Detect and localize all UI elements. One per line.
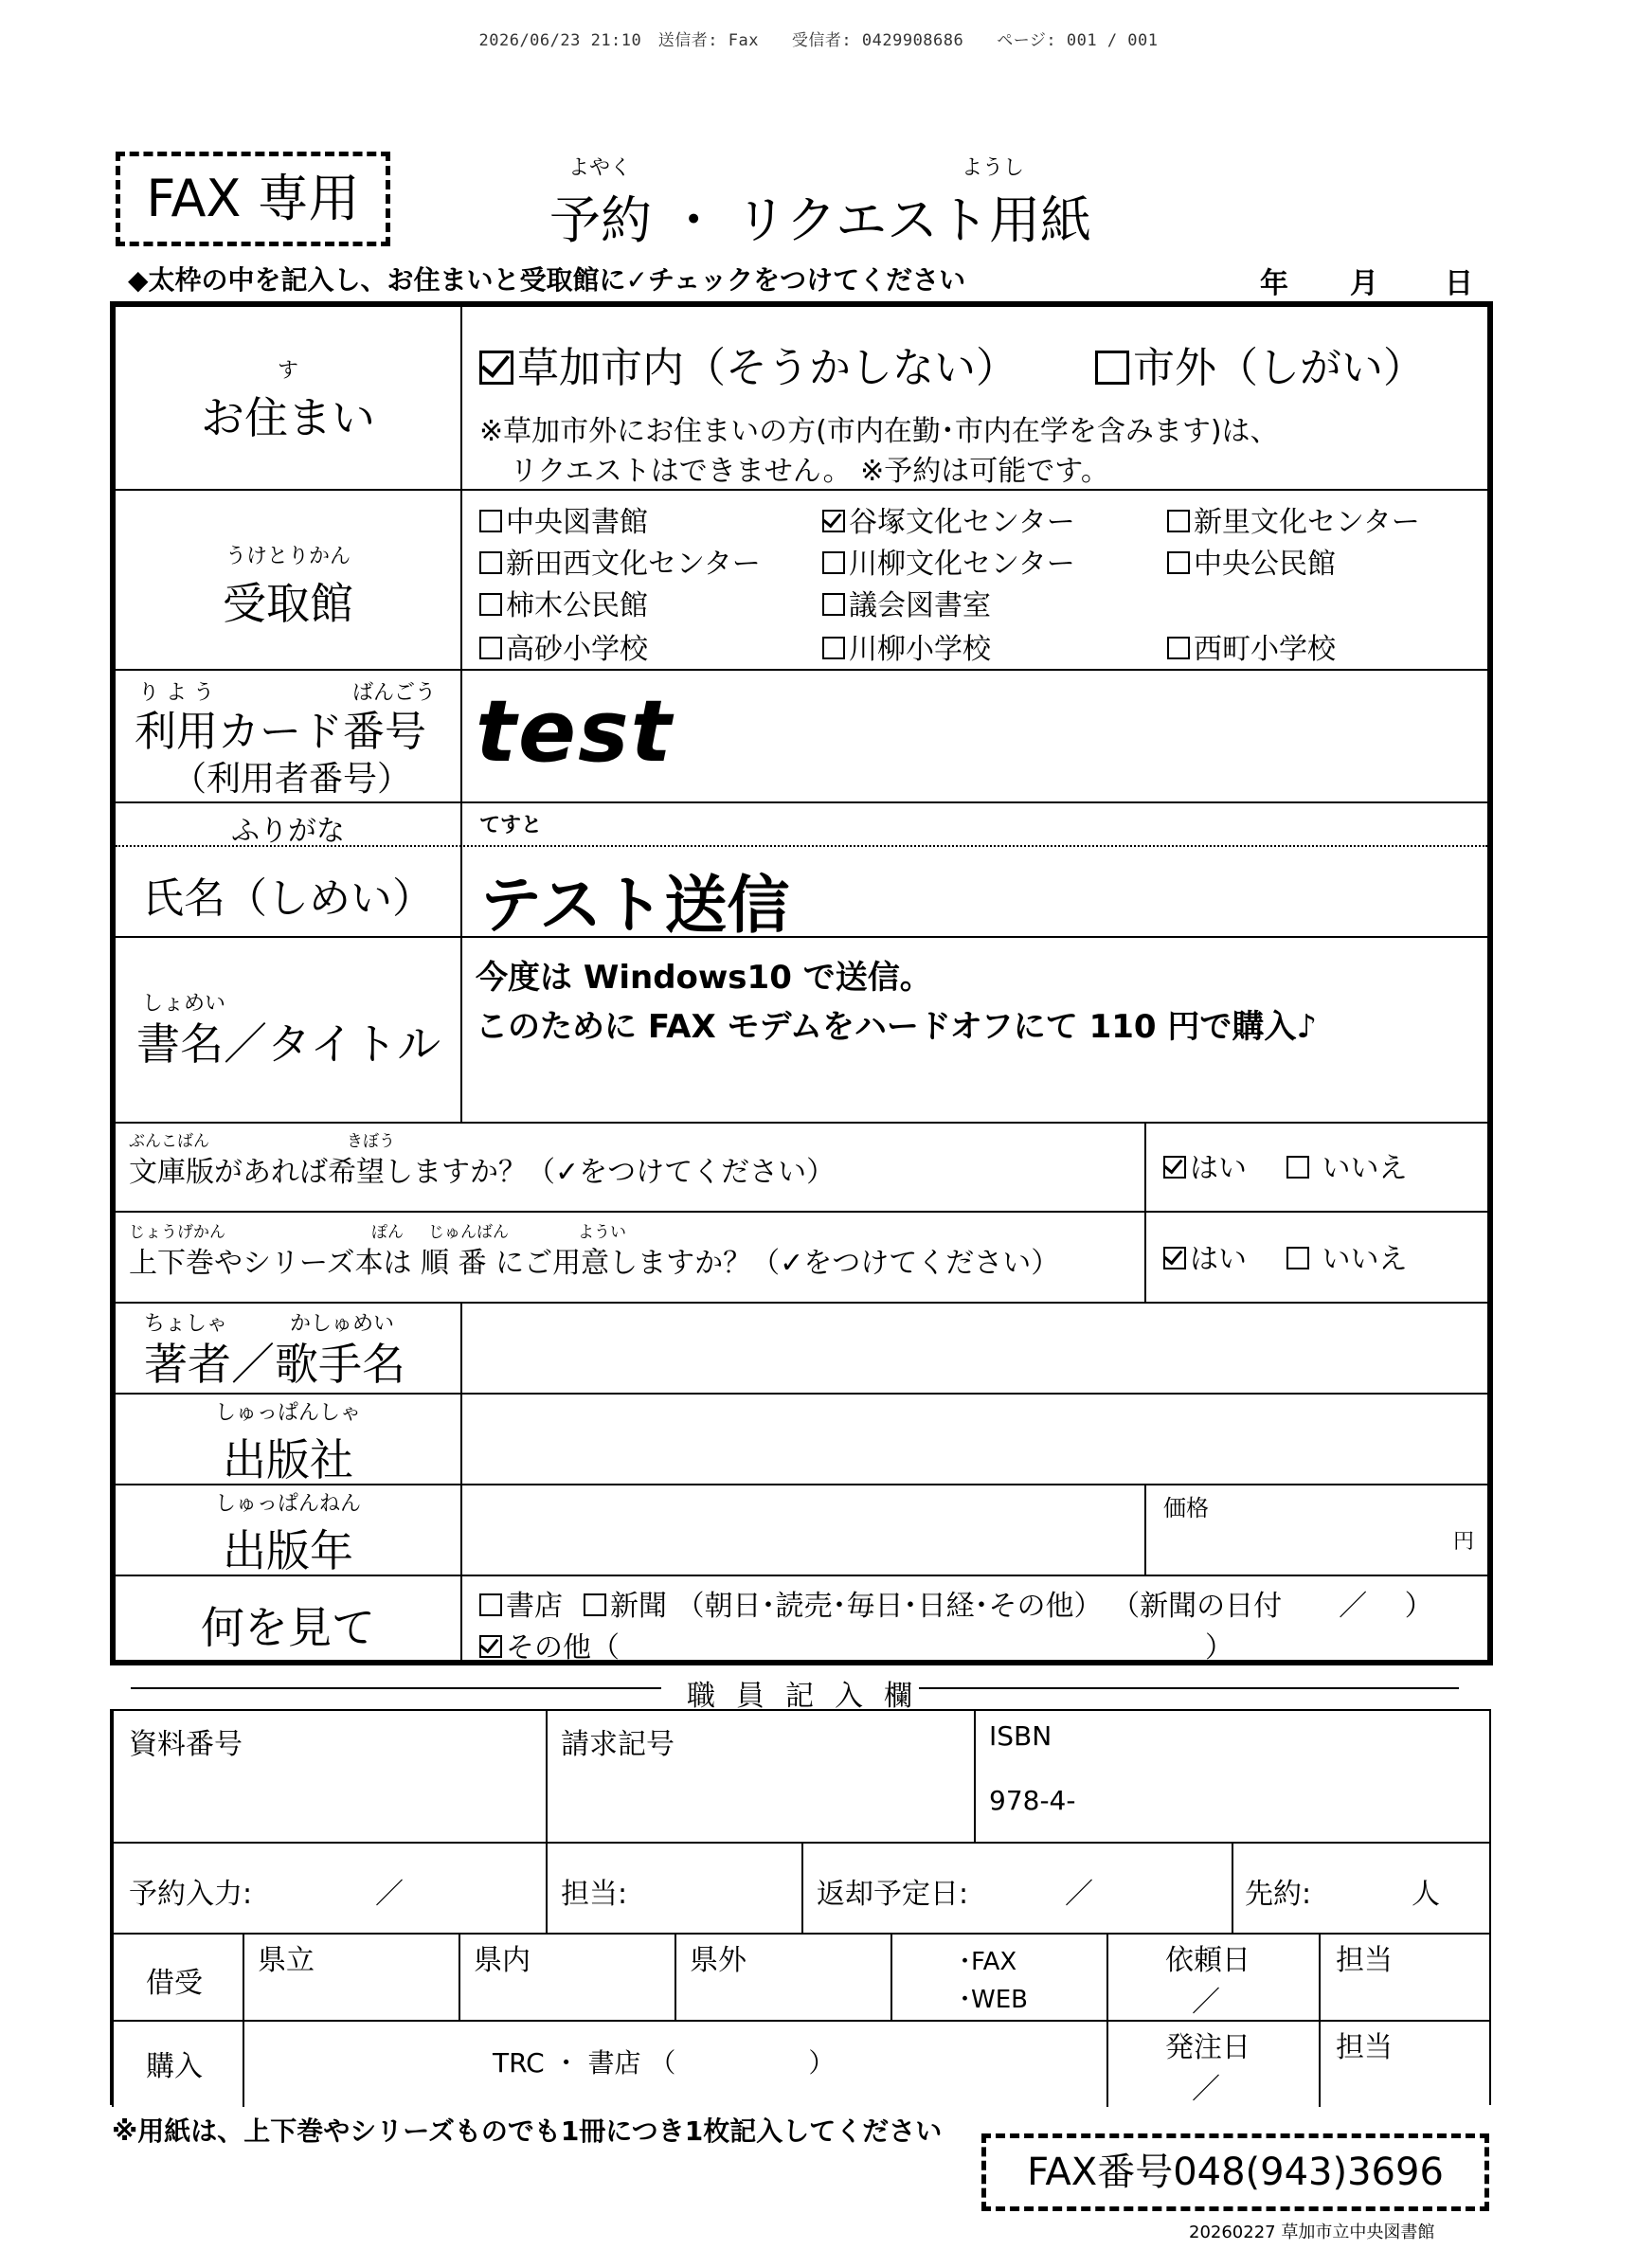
- row-divider: [116, 669, 1487, 671]
- staff-col-divider: [546, 1842, 548, 1933]
- staff-henkyaku-slash: ／: [1065, 1878, 1093, 1911]
- pickup-option-7[interactable]: [822, 582, 991, 623]
- staff-shakuju-label: 借受: [146, 1967, 203, 2000]
- residence-note-line2: リクエストはできません。 ※予約は可能です。: [510, 455, 1109, 488]
- residence-outside-checkbox[interactable]: [1095, 351, 1129, 385]
- series-no-checkbox[interactable]: [1286, 1247, 1309, 1269]
- source-newspaper-label: 新聞 （朝日･読売･毎日･日経･その他） （新聞の日付 ／ ）: [610, 1590, 1433, 1623]
- residence-outside-option[interactable]: [1095, 333, 1425, 394]
- publisher-label: 出版社: [223, 1434, 353, 1485]
- series-ruby-junban: じゅんばん: [428, 1223, 509, 1242]
- row-divider: [116, 801, 1487, 803]
- pickup-ruby: うけとりかん: [225, 545, 351, 568]
- staff-isbn-label: ISBN: [989, 1720, 1052, 1752]
- main-form-box: [110, 301, 1493, 1665]
- pickup-option-label: 中央公民館: [1194, 548, 1336, 581]
- bunko-ruby-bunkoban: ぶんこばん: [129, 1132, 209, 1151]
- source-other-close: ）: [1205, 1631, 1233, 1665]
- staff-tantou-label: 担当:: [561, 1878, 628, 1911]
- pickup-option-9[interactable]: [822, 625, 991, 667]
- pickup-option-label: 川柳文化センター: [849, 548, 1075, 581]
- pickup-option-label: 西町小学校: [1194, 633, 1336, 666]
- pickup-option-0[interactable]: [479, 498, 648, 540]
- pubyear-label-cell: [116, 1487, 460, 1579]
- book-title-line1[interactable]: 今度は Windows10 で送信。: [476, 959, 932, 997]
- staff-yoyaku-slash: ／: [375, 1878, 404, 1911]
- source-other-checkbox[interactable]: [479, 1635, 502, 1658]
- staff-entry-table: [110, 1709, 1491, 2105]
- name-value[interactable]: テスト送信: [479, 869, 790, 942]
- pickup-option-2[interactable]: [1167, 498, 1420, 540]
- pickup-checkbox[interactable]: [1167, 510, 1190, 532]
- source-bookstore-checkbox[interactable]: [479, 1593, 502, 1616]
- author-ruby-chosha: ちょしゃ: [144, 1312, 228, 1336]
- bunko-yes-label: はい: [1190, 1152, 1247, 1185]
- pickup-label-cell: [116, 540, 460, 632]
- series-no-option[interactable]: [1286, 1235, 1408, 1277]
- residence-ruby: す: [277, 359, 298, 383]
- staff-yoyaku-input-label: 予約入力:: [129, 1878, 253, 1911]
- residence-note-line1: ※草加市外にお住まいの方(市内在勤･市内在学を含みます)は、: [479, 415, 1279, 448]
- staff-col-divider: [675, 1933, 676, 2020]
- staff-seikyu-label: 請求記号: [561, 1728, 675, 1761]
- series-yes-checkbox[interactable]: [1163, 1247, 1186, 1269]
- source-other-option[interactable]: [479, 1624, 620, 1665]
- pickup-checkbox-checked[interactable]: [822, 510, 845, 532]
- pickup-checkbox[interactable]: [822, 637, 845, 659]
- book-ruby: しょめい: [142, 992, 226, 1016]
- label-column-divider: [460, 307, 462, 1122]
- staff-col-divider: [890, 1933, 892, 2020]
- bunko-yes-option[interactable]: [1163, 1144, 1247, 1186]
- card-ruby-bangou: ばんごう: [352, 681, 437, 705]
- pubyear-field[interactable]: [479, 1503, 1133, 1559]
- pickup-checkbox[interactable]: [822, 593, 845, 616]
- pickup-option-label: 新田西文化センター: [506, 548, 761, 581]
- series-ruby-youi: ようい: [578, 1223, 626, 1242]
- pickup-checkbox[interactable]: [479, 593, 502, 616]
- date-year-label: 年: [1260, 267, 1288, 300]
- staff-col-divider: [1319, 1933, 1321, 2107]
- price-column-divider: [1144, 1484, 1146, 1575]
- fax-only-badge: FAX 専用: [116, 152, 390, 246]
- pickup-option-label: 中央図書館: [506, 506, 648, 539]
- pickup-option-label: 谷塚文化センター: [849, 506, 1075, 539]
- author-field[interactable]: [479, 1321, 1474, 1377]
- row-divider: [116, 489, 1487, 491]
- pickup-option-4[interactable]: [822, 540, 1075, 582]
- yesno-column-divider: [1144, 1122, 1146, 1302]
- publisher-label-cell: [116, 1396, 460, 1488]
- pickup-option-label: 議会図書室: [849, 589, 991, 622]
- series-yes-option[interactable]: [1163, 1235, 1247, 1277]
- residence-outside-label: 市外（しがい）: [1133, 344, 1425, 392]
- staff-fax-label: ･FAX: [959, 1948, 1017, 1976]
- source-label: 何を見て: [201, 1602, 375, 1653]
- bunko-no-checkbox[interactable]: [1286, 1156, 1309, 1179]
- series-question: 上下巻やシリーズ本は 順 番 にご用意しますか？（✓をつけてください）: [129, 1247, 1060, 1280]
- staff-isbn-prefix[interactable]: 978-4-: [989, 1785, 1076, 1816]
- author-label: 著者／歌手名: [144, 1339, 405, 1390]
- pickup-checkbox[interactable]: [479, 551, 502, 574]
- pickup-option-label: 高砂小学校: [506, 633, 648, 666]
- staff-web-label: ･WEB: [959, 1986, 1028, 2014]
- pickup-checkbox[interactable]: [822, 551, 845, 574]
- residence-inside-checkbox[interactable]: [479, 351, 513, 385]
- issuer-credit: 20260227 草加市立中央図書館: [1189, 2223, 1435, 2242]
- staff-col-divider: [1232, 1842, 1233, 1933]
- staff-col-divider: [546, 1711, 548, 1842]
- staff-row-divider: [112, 1933, 1491, 1935]
- pickup-checkbox[interactable]: [479, 510, 502, 532]
- pickup-option-label: 柿木公民館: [506, 589, 648, 622]
- series-no-label: いいえ: [1322, 1243, 1408, 1276]
- bunko-no-option[interactable]: [1286, 1144, 1408, 1186]
- pickup-option-5[interactable]: [1167, 540, 1336, 582]
- book-title-line2[interactable]: このために FAX モデムをハードオフにて 110 円で購入♪: [476, 1008, 1318, 1046]
- staff-iraibi-label: 依頼日: [1165, 1944, 1250, 1977]
- row-divider: [116, 1393, 1487, 1395]
- bunko-question: 文庫版があれば希望しますか？（✓をつけてください）: [129, 1156, 836, 1189]
- pickup-option-3[interactable]: [479, 540, 761, 582]
- staff-kennai-label: 県内: [474, 1944, 531, 1977]
- pickup-checkbox[interactable]: [1167, 637, 1190, 659]
- source-newspaper-checkbox[interactable]: [584, 1593, 606, 1616]
- publisher-ruby: しゅっぱんしゃ: [214, 1401, 361, 1425]
- pickup-option-1[interactable]: [822, 498, 1075, 540]
- staff-col-divider: [1106, 1933, 1108, 2107]
- staff-trc-label: TRC ・ 書店 （ ）: [493, 2047, 836, 2079]
- pickup-option-label: 新里文化センター: [1194, 506, 1420, 539]
- card-sublabel: （利用者番号）: [172, 760, 412, 799]
- pickup-checkbox[interactable]: [479, 637, 502, 659]
- pickup-option-10[interactable]: [1167, 625, 1336, 667]
- residence-label-cell: [116, 354, 460, 446]
- staff-title-rule-right: [919, 1687, 1459, 1689]
- staff-col-divider: [974, 1711, 976, 1842]
- pickup-option-6[interactable]: [479, 582, 648, 623]
- series-ruby-jougekan: じょうげかん: [129, 1223, 225, 1242]
- card-number-value[interactable]: test: [476, 682, 674, 782]
- staff-kounyu-label: 購入: [146, 2050, 203, 2083]
- card-ruby-riyou: り よ う: [138, 681, 214, 705]
- row-divider: [116, 1302, 1487, 1304]
- card-label: 利用カード番号: [135, 708, 426, 756]
- staff-iraibi-slash: ／: [1192, 1986, 1220, 2019]
- pickup-option-label: 川柳小学校: [849, 633, 991, 666]
- row-divider: [116, 1122, 1487, 1124]
- source-bookstore-option[interactable]: [479, 1582, 563, 1624]
- furigana-value[interactable]: てすと: [479, 814, 543, 837]
- row-divider: [116, 1211, 1487, 1213]
- price-label: 価格: [1163, 1495, 1209, 1521]
- row-divider: [116, 936, 1487, 938]
- date-month-label: 月: [1350, 267, 1378, 300]
- publisher-field[interactable]: [479, 1412, 1474, 1468]
- staff-iraibi-tantou-label: 担当: [1336, 1944, 1393, 1977]
- pubyear-ruby: しゅっぱんねん: [214, 1492, 361, 1516]
- residence-inside-option[interactable]: [479, 333, 1017, 394]
- bunko-yes-checkbox[interactable]: [1163, 1156, 1186, 1179]
- staff-kengai-label: 県外: [690, 1944, 747, 1977]
- fax-transmission-header: 2026/06/23 21:10 送信者: Fax 受信者: 0429908686 ページ: 001 / 001: [478, 31, 1159, 50]
- price-yen: 円: [1453, 1530, 1475, 1554]
- staff-kenritsu-label: 県立: [258, 1944, 315, 1977]
- title-ruby-youshi: ようし: [962, 156, 1025, 180]
- series-yes-label: はい: [1190, 1243, 1247, 1276]
- staff-title-rule-left: [131, 1687, 661, 1689]
- pickup-option-8[interactable]: [479, 625, 648, 667]
- name-label: 氏名（しめい）: [142, 874, 434, 923]
- instruction-text: ◆太枠の中を記入し、お住まいと受取館に✓チェックをつけてください: [128, 264, 966, 296]
- staff-col-divider: [459, 1933, 460, 2020]
- staff-section-title: 職員記入欄: [687, 1680, 933, 1713]
- staff-henkyaku-label: 返却予定日:: [817, 1878, 969, 1911]
- staff-senyaku-label: 先約:: [1245, 1878, 1312, 1911]
- staff-nin-label: 人: [1412, 1878, 1440, 1911]
- staff-left-edge: [112, 1711, 114, 2107]
- form-title: 予約 ・ リクエスト用紙: [549, 190, 1092, 250]
- pickup-checkbox[interactable]: [1167, 551, 1190, 574]
- fax-number-badge: FAX番号048(943)3696: [981, 2133, 1489, 2211]
- staff-shiryo-label: 資料番号: [129, 1728, 243, 1761]
- pickup-label: 受取館: [223, 578, 353, 629]
- book-label: 書名／タイトル: [136, 1018, 441, 1070]
- staff-col-divider: [801, 1842, 803, 1933]
- source-newspaper-option[interactable]: [584, 1582, 1433, 1624]
- bunko-ruby-kibou: きぼう: [347, 1132, 395, 1151]
- furigana-label: ふりがな: [231, 815, 345, 848]
- bunko-no-label: いいえ: [1322, 1152, 1408, 1185]
- staff-hacchubi-slash: ／: [1192, 2073, 1220, 2106]
- title-ruby-yoyaku: よやく: [568, 156, 632, 180]
- residence-inside-label: 草加市内（そうかしない）: [517, 344, 1017, 392]
- source-other-label: その他（: [506, 1631, 620, 1665]
- residence-label: お住まい: [201, 392, 375, 443]
- date-day-label: 日: [1445, 267, 1473, 300]
- staff-col-divider: [243, 1933, 244, 2107]
- footnote: ※用紙は、上下巻やシリーズものでも1冊につき1枚記入してください: [112, 2115, 943, 2147]
- staff-hacchubi-label: 発注日: [1165, 2031, 1250, 2064]
- staff-hacchubi-tantou-label: 担当: [1336, 2031, 1393, 2064]
- series-ruby-hon: ぽん: [371, 1223, 404, 1242]
- author-ruby-kashumei: かしゅめい: [290, 1312, 395, 1336]
- source-bookstore-label: 書店: [506, 1590, 563, 1623]
- pubyear-label: 出版年: [223, 1525, 353, 1576]
- staff-row-divider: [112, 2020, 1491, 2022]
